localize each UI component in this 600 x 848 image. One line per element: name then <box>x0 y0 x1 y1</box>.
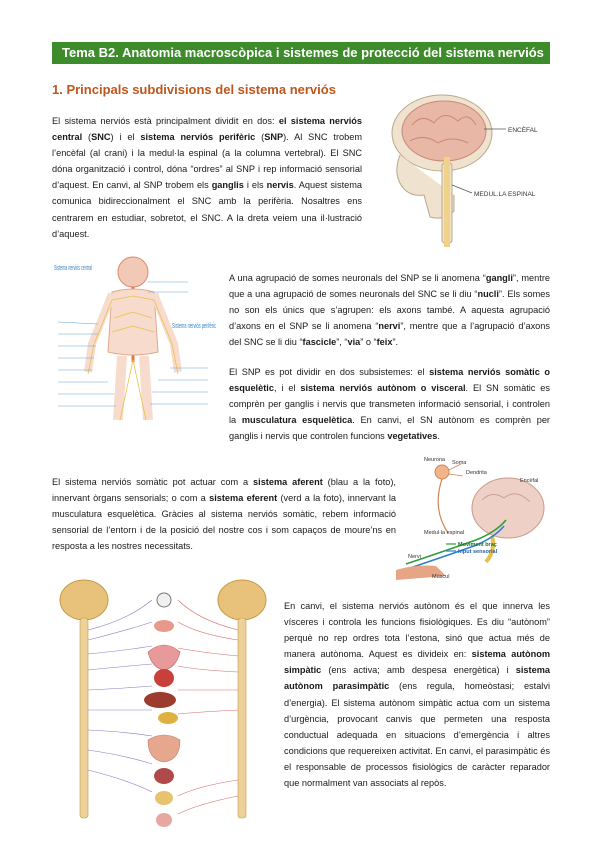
paragraph-intro: El sistema nerviós està principalment dividit en dos: el sistema nerviós central (SNC) i el sistema nerviós perifèric (SNP). Al SNC trobem l’encèfal (al crani) i la medul·la espinal (a la columna vertebral). El SNC dóna organització i control, dóna “ordres” al SNP i rep informació sensorial d’aquest. En canvi, al SNP trobem els ganglis i els nervis. Aquest sistema comunica bidireccionalment el SNC amb la perifèria. Nosaltres ens centrarem en estudiar, sobretot, el SNC. A la dreta veiem una il·lustració d’aquest. <box>52 116 362 239</box>
sensory-input-label: Input sensorial <box>458 549 498 555</box>
body-nervous-system-illustration <box>48 252 218 424</box>
page-title: Tema B2. Anatomia macroscòpica i sistemes de protecció del sistema nerviós <box>52 42 550 64</box>
skull-brain-illustration <box>380 85 550 255</box>
motor-output-label: Moviment braç <box>458 542 497 548</box>
paragraph-snp-subsystems: El SNP es pot dividir en dos subsistemes: el sistema nerviós somàtic o esquelètic, i el sistema nerviós autònom o visceral. El SN somàtic es comprèn per ganglis i nervis que transmeten informació sensorial, i controlen la musculatura esquelètica. En canvi, el SN autònom es comprèn per ganglis i nervis que controlen funcions vegetatives. <box>229 367 550 442</box>
central-nervous-system-label: Sistema nerviós central <box>54 263 93 272</box>
muscle-label: Múscul <box>432 574 450 580</box>
autonomic-nervous-system-illustration <box>48 560 280 836</box>
brain-label: Encèfal <box>520 478 539 484</box>
somatic-pathway-illustration <box>396 452 550 580</box>
paragraph-ganglia-nuclei: A una agrupació de somes neuronals del SNP se li anomena “gangli”, mentre que a una agrupació de somes neuronals del SNC se li diu “nucli”. Els somes no son els únics que s’agrupen: els axons també. A aquesta agrupació d’axons en el SNP se li anomena “nervi”, mentre que a l’agrupació d’axons del SNC se li diu “fascicle”, “via” o “feix”. <box>229 273 550 348</box>
spinal-cord-label: MEDUL.LA ESPINAL <box>474 191 536 198</box>
paragraph-somatic: El sistema nerviós somàtic pot actuar com a sistema aferent (blau a la foto), innervant òrgans sensorials; o com a sistema eferent (verd a la foto), innervant la musculatura esquelètica. Gràcies al sistema nerviós somàtic, rebem informació sensorial de l’entorn i de la posició del nostre cos i som capaços de moure’ns en resposta a les nostres necessitats. <box>52 477 396 552</box>
nerve-label: Nervi <box>408 554 421 560</box>
dendrite-label: Dendrita <box>466 470 487 476</box>
paragraph-autonomic: En canvi, el sistema nerviós autònom és el que innerva les vísceres i controla les funcions fisiològiques. Es diu “autònom” perquè no rep ordres tota l’estona, sinó que actua més de manera autònoma. Aquest es divideix en: sistema autònom simpàtic (ens activa; amb despesa energètica) i sistema autònom parasimpàtic (ens regula, homeòstasi; estalvi d’energia). El sistema autònom simpàtic actua com un sistema d’urgència, provocant canvis que permeten una resposta conductual adequada en situacions d’emergència i altres condicions que requereixen activitat. En canvi, el parasimpàtic és el responsable de processos fisiològics de caràcter reparador que normalment van associats al repòs. <box>284 601 550 789</box>
brain-label: ENCÈFAL <box>508 127 538 134</box>
soma-label: Soma <box>452 460 467 466</box>
spinal-cord-label: Medul·la espinal <box>424 530 465 536</box>
peripheral-nervous-system-label: Sistema nerviós perifèric <box>172 321 217 330</box>
neuron-label: Neurona <box>424 457 446 463</box>
section-heading: 1. Principals subdivisions del sistema nerviós <box>52 82 336 97</box>
